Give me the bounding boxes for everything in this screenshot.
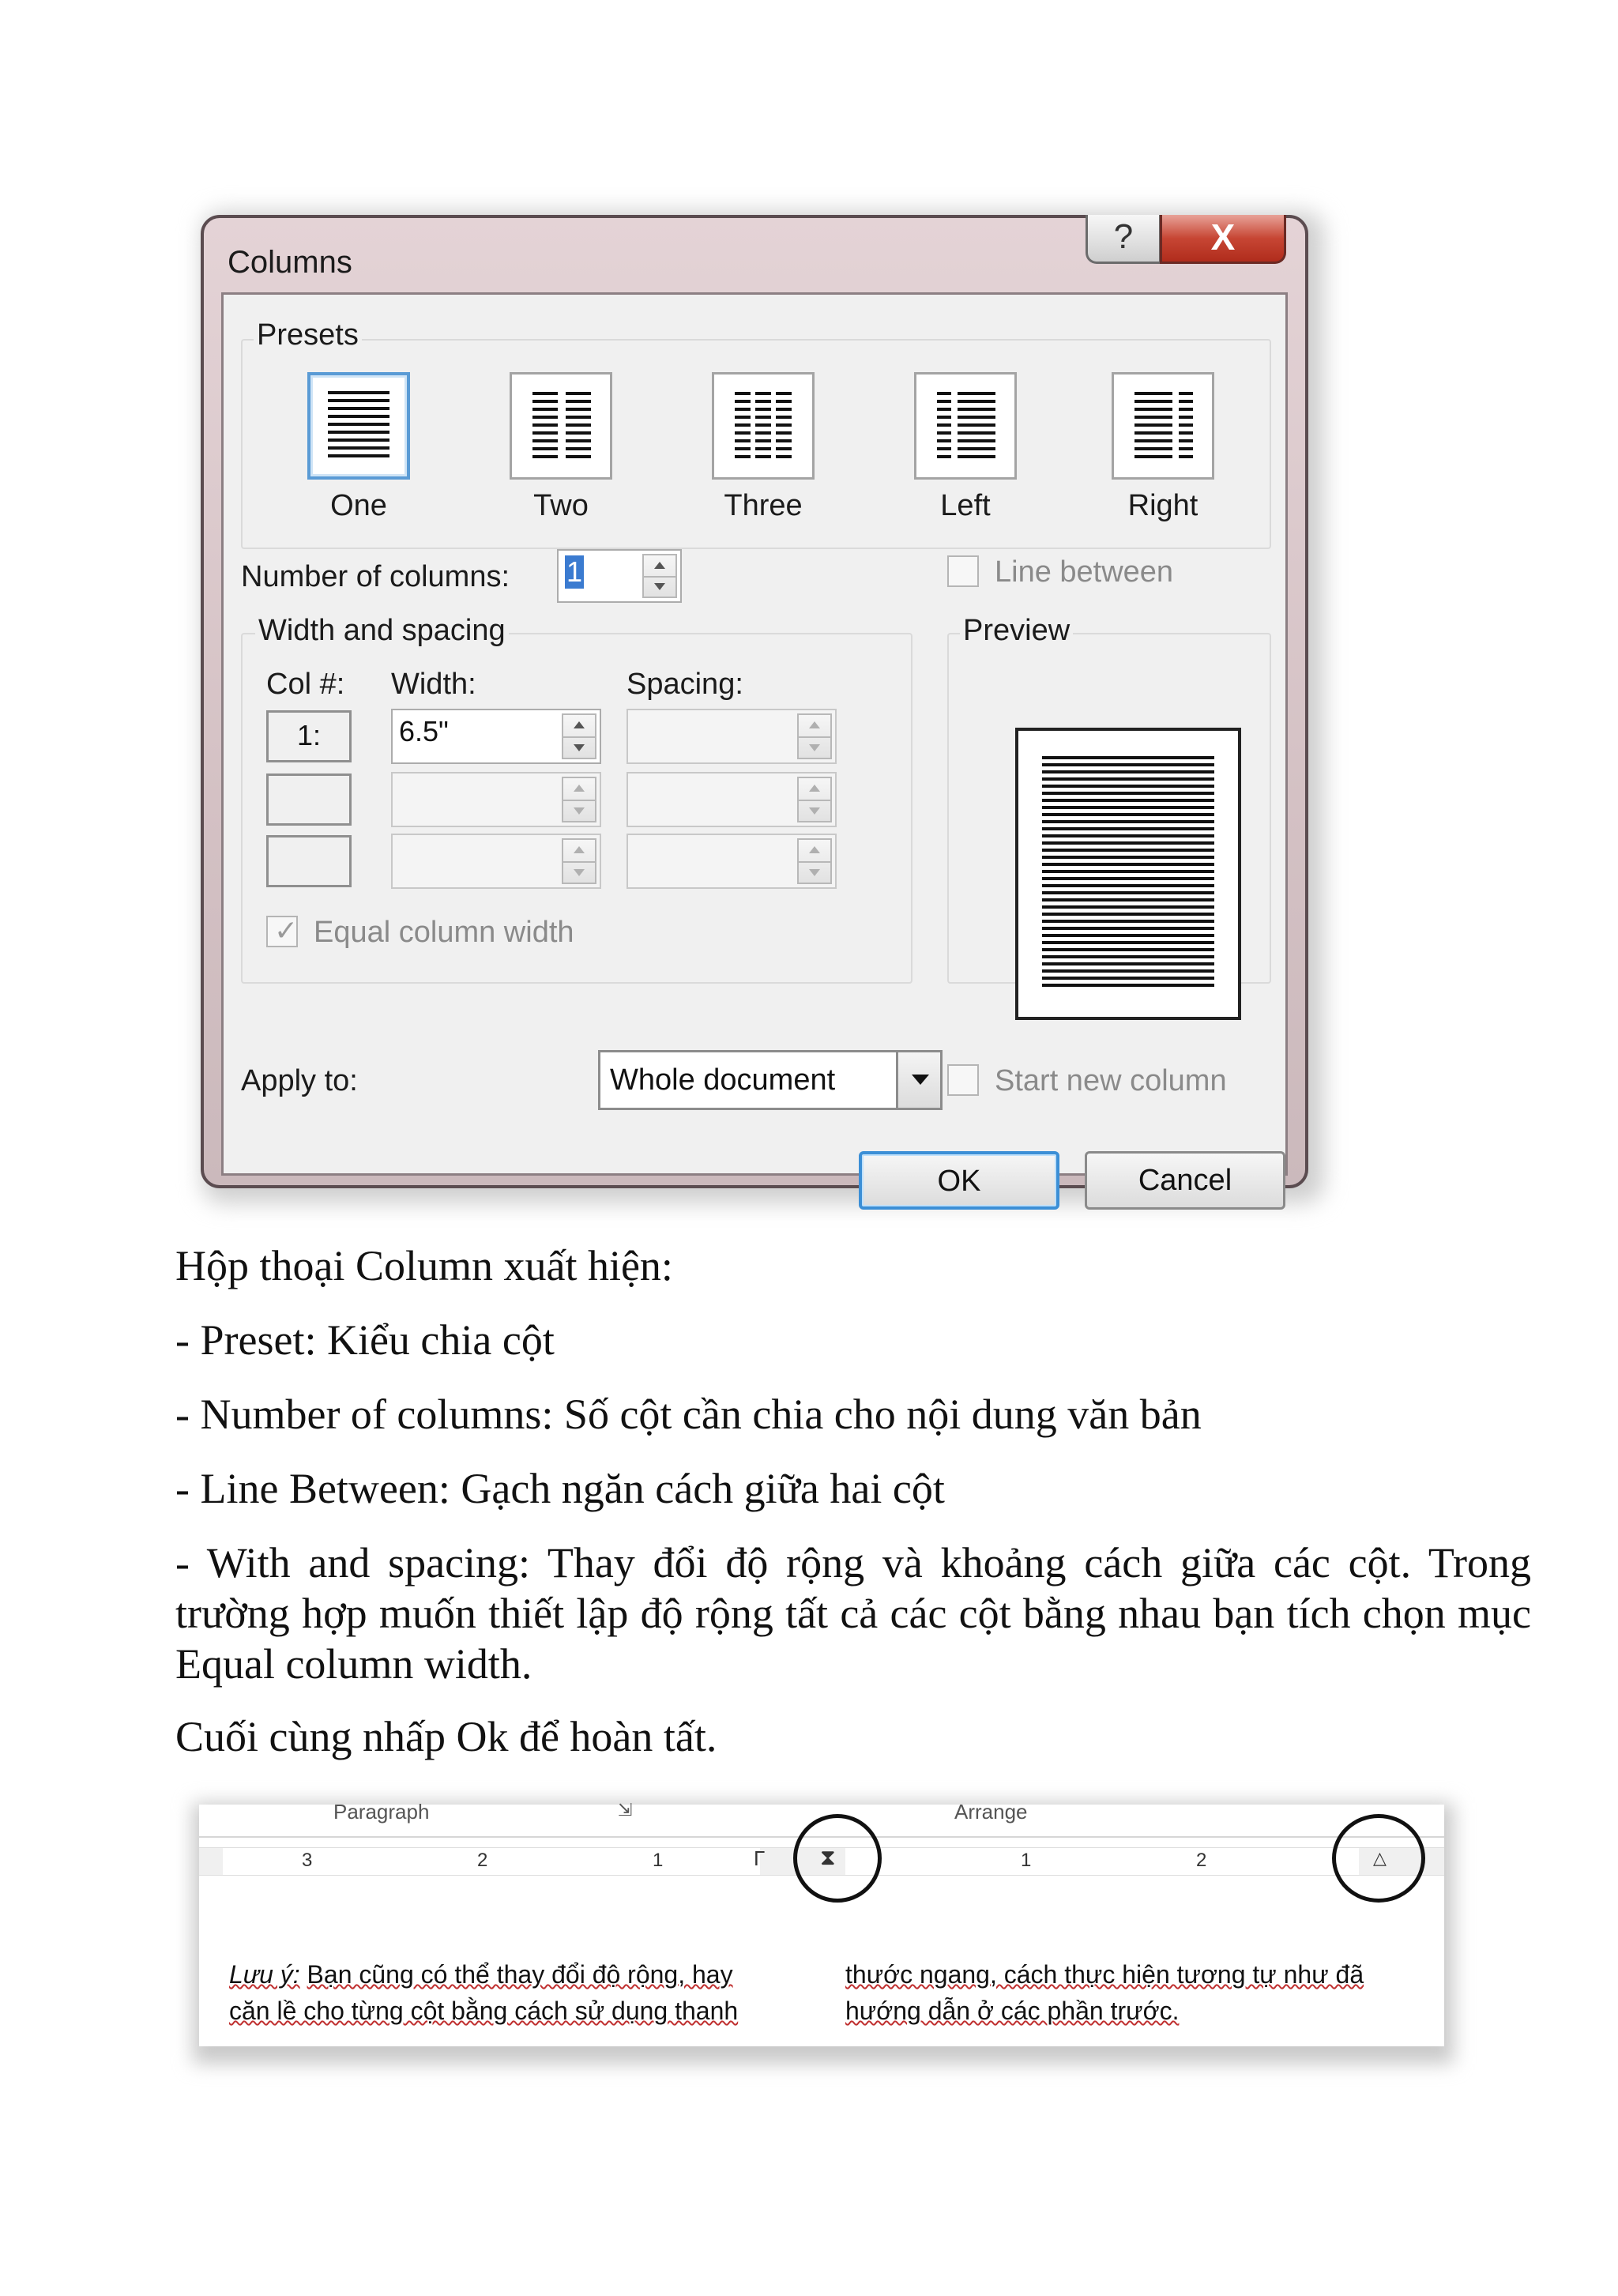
note-text: thước ngang, cách thực hiện tương tự như đã	[845, 1960, 1364, 1989]
preset-one-button[interactable]	[307, 372, 410, 480]
preset-two-button[interactable]	[510, 372, 612, 480]
columns-dialog-screenshot	[188, 198, 1349, 1217]
note-text: Bạn cũng có thể thay đổi độ rộng, hay	[307, 1960, 733, 1989]
spin-down-icon[interactable]	[809, 744, 820, 751]
columns-dialog	[201, 215, 1308, 1198]
preset-right-icon	[1114, 375, 1212, 477]
chevron-down-icon[interactable]	[896, 1052, 940, 1108]
spin-down-icon[interactable]	[809, 869, 820, 876]
apply-to-label: Apply to:	[241, 1064, 358, 1097]
spacing-input[interactable]	[627, 834, 837, 889]
preset-one-icon	[310, 375, 408, 478]
width-value: 6.5"	[399, 715, 449, 747]
spin-up-icon[interactable]	[809, 785, 820, 792]
preset-one-label: One	[330, 489, 387, 522]
spin-down-icon[interactable]	[574, 807, 585, 815]
width-arrows[interactable]	[562, 777, 596, 822]
highlight-circle	[1332, 1814, 1425, 1903]
right-indent-icon[interactable]: △	[1373, 1848, 1387, 1868]
line-between-checkbox[interactable]	[947, 555, 979, 587]
equal-column-width-label: Equal column width	[314, 916, 574, 949]
spin-up-icon[interactable]	[654, 562, 665, 569]
spin-down-icon[interactable]	[809, 807, 820, 815]
spin-up-icon[interactable]	[574, 846, 585, 853]
width-spacing-label: Width and spacing	[255, 614, 509, 648]
note-right-line-1	[845, 1956, 1364, 1993]
dialog-launcher-icon[interactable]: ⇲	[618, 1800, 633, 1820]
ruler-screenshot	[188, 1794, 1460, 2070]
start-new-column-checkbox[interactable]	[947, 1064, 979, 1096]
cancel-button[interactable]: Cancel	[1085, 1151, 1285, 1210]
spacing-arrows[interactable]	[797, 713, 832, 759]
note-text: căn lề cho từng cột bằng cách sử dụng thanh	[229, 1997, 739, 2025]
spin-up-icon[interactable]	[574, 721, 585, 728]
spacing-arrows[interactable]	[797, 838, 832, 884]
preset-three-label: Three	[724, 489, 803, 522]
tab-stop-icon[interactable]: Γ	[754, 1846, 766, 1870]
width-input[interactable]	[391, 834, 601, 889]
note-left-line-1	[229, 1956, 733, 1993]
checkmark-icon: ✓	[274, 914, 299, 947]
close-button[interactable]: X	[1160, 215, 1286, 264]
preset-right-button[interactable]	[1112, 372, 1214, 480]
note-prefix: Lưu ý:	[229, 1960, 300, 1989]
spin-up-icon[interactable]	[809, 846, 820, 853]
number-of-columns-arrows[interactable]	[642, 554, 677, 598]
line-between-label: Line between	[995, 555, 1174, 589]
intro-paragraph: Hộp thoại Column xuất hiện:	[175, 1242, 673, 1289]
width-arrows[interactable]	[562, 838, 596, 884]
preset-two-icon	[512, 375, 610, 477]
preview-page	[1015, 728, 1241, 1020]
bullet-width-spacing: - With and spacing: Thay đổi độ rộng và khoảng cách giữa các cột. Trong trường hợp muốn thiết lập độ rộng tất cả các cột bằng nhau bạn tích chọn mục Equal column width.	[175, 1539, 1531, 1688]
ok-button[interactable]: OK	[859, 1151, 1059, 1210]
start-new-column-label: Start new column	[995, 1064, 1227, 1097]
ruler-number: 1	[653, 1850, 664, 1871]
spacing-arrows[interactable]	[797, 777, 832, 822]
equal-column-width-checkbox[interactable]	[266, 916, 298, 947]
column-marker-icon[interactable]: ⧗	[820, 1845, 836, 1869]
spin-down-icon[interactable]	[574, 744, 585, 751]
paragraph-group-label: Paragraph	[333, 1800, 430, 1824]
note-right-line-2	[845, 1993, 1179, 2029]
preset-two-label: Two	[533, 489, 589, 522]
ruler-number: 2	[1196, 1850, 1207, 1871]
number-of-columns-value: 1	[566, 555, 583, 588]
width-input[interactable]	[391, 772, 601, 827]
bullet-line-between: - Line Between: Gạch ngăn cách giữa hai cột	[175, 1465, 945, 1512]
preset-right-label: Right	[1127, 489, 1198, 522]
spin-down-icon[interactable]	[654, 583, 665, 590]
presets-label: Presets	[254, 318, 362, 352]
spin-up-icon[interactable]	[574, 785, 585, 792]
bullet-number-of-columns: - Number of columns: Số cột cần chia cho nội dung văn bản	[175, 1391, 1202, 1438]
width-header: Width:	[391, 668, 476, 701]
preview-lines	[1018, 731, 1238, 1017]
number-of-columns-label: Number of columns:	[241, 560, 510, 593]
col-number-cell	[266, 835, 352, 887]
word-ruler-view	[199, 1800, 1444, 2046]
number-of-columns-spinner[interactable]	[557, 549, 682, 603]
col-number-cell	[266, 773, 352, 826]
ruler-column-right	[845, 1848, 1359, 1875]
preview-label: Preview	[960, 614, 1073, 648]
spacing-input[interactable]	[627, 709, 837, 764]
help-button[interactable]: ?	[1086, 215, 1161, 264]
note-left-line-2	[229, 1993, 738, 2029]
dialog-title: Columns	[228, 245, 352, 280]
width-arrows[interactable]	[562, 713, 596, 759]
ruler-number: 2	[477, 1850, 488, 1871]
ruler-number: 1	[1021, 1850, 1032, 1871]
apply-to-dropdown[interactable]	[598, 1050, 943, 1110]
preset-left-label: Left	[940, 489, 991, 522]
preset-left-button[interactable]	[914, 372, 1017, 480]
preset-three-button[interactable]	[712, 372, 815, 480]
ruler-number: 3	[302, 1850, 313, 1871]
note-text: hướng dẫn ở các phần trước.	[845, 1997, 1180, 2025]
preset-three-icon	[714, 375, 812, 477]
final-paragraph: Cuối cùng nhấp Ok để hoàn tất.	[175, 1713, 717, 1760]
bullet-preset: - Preset: Kiểu chia cột	[175, 1316, 555, 1364]
preset-left-icon	[916, 375, 1014, 477]
width-input[interactable]	[391, 709, 601, 764]
spin-up-icon[interactable]	[809, 721, 820, 728]
spin-down-icon[interactable]	[574, 869, 585, 876]
spacing-input[interactable]	[627, 772, 837, 827]
spacing-header: Spacing:	[627, 668, 743, 701]
dialog-panel	[221, 292, 1288, 1198]
col-number-header: Col #:	[266, 668, 345, 701]
arrange-group-label: Arrange	[954, 1800, 1028, 1824]
col-number-cell: 1:	[266, 710, 352, 762]
apply-to-value: Whole document	[610, 1063, 836, 1097]
highlight-circle	[793, 1814, 882, 1903]
